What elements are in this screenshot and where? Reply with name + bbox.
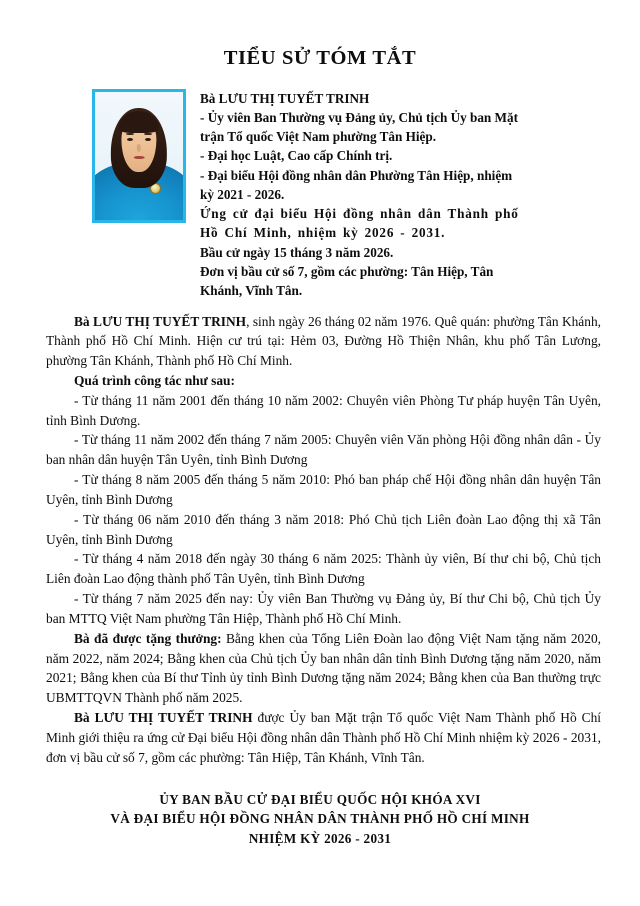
candidate-position-line-1: - Ủy viên Ban Thường vụ Đảng ủy, Chủ tịch Ủy ban Mặt	[200, 109, 518, 125]
footer-line-1: ỦY BAN BẦU CỬ ĐẠI BIỂU QUỐC HỘI KHÓA XVI	[159, 791, 481, 807]
awards-text: Bằng khen của Tổng Liên Đoàn lao động Việt Nam tặng năm 2020, năm 2022, năm 2024; Bằng khen của Chủ tịch Ủy ban nhân dân tỉnh Bình Dương tặng năm 2020, năm 2021; Bằng khen của Bí thư Tỉnh ủy tỉnh Bình Dương tặng năm 2024; Bằng khen của Ban thường trực UBMTTQVN Thành phố năm 2025.	[46, 630, 601, 706]
nomination-paragraph	[46, 708, 601, 767]
biography-body	[0, 312, 640, 768]
identity-block	[200, 89, 600, 301]
candidate-delegate-line-1: - Đại biểu Hội đồng nhân dân Phường Tân Hiệp, nhiệm	[200, 167, 513, 183]
header-block	[0, 89, 640, 301]
footer-line-2: VÀ ĐẠI BIỂU HỘI ĐỒNG NHÂN DÂN THÀNH PHỐ HỒ CHÍ MINH	[110, 811, 530, 827]
nomination-text: được Ủy ban Mặt trận Tổ quốc Việt Nam Thành phố Hồ Chí Minh giới thiệu ra ứng cử Đại biểu Hội đồng nhân dân Thành phố Hồ Chí Minh nhiệm kỳ 2026 - 2031, đơn vị bầu cử số 7, gồm các phường: Tân Hiệp, Tân Khánh, Vĩnh Tân.	[46, 710, 601, 765]
footer-line-3: NHIỆM KỲ 2026 - 2031	[248, 831, 392, 847]
career-item: - Từ tháng 11 năm 2002 đến tháng 7 năm 2005: Chuyên viên Văn phòng Hội đồng nhân dân - Ủy ban nhân dân huyện Tân Uyên, tỉnh Bình Dương	[46, 432, 601, 468]
portrait-photo	[92, 89, 186, 223]
awards-heading: Bà đã được tặng thưởng:	[74, 630, 222, 646]
biography-intro	[46, 312, 601, 371]
career-heading-text: Quá trình công tác như sau:	[74, 373, 235, 388]
candidate-delegate-line-2: kỳ 2021 - 2026.	[200, 186, 285, 202]
candidate-position-line-2: trận Tổ quốc Việt Nam phường Tân Hiệp.	[200, 129, 437, 145]
career-item: - Từ tháng 06 năm 2010 đến tháng 3 năm 2018: Phó Chủ tịch Liên đoàn Lao động thị xã Tân Uyên, tỉnh Bình Dương	[46, 511, 601, 547]
awards-paragraph	[46, 629, 601, 708]
career-heading	[46, 371, 601, 391]
career-item: - Từ tháng 8 năm 2005 đến tháng 5 năm 2010: Phó ban pháp chế Hội đồng nhân dân huyện Tân Uyên, tỉnh Bình Dương	[46, 472, 601, 507]
portrait-photo-wrapper	[92, 89, 188, 223]
constituency-line-1: Đơn vị bầu cử số 7, gồm các phường: Tân Hiệp, Tân	[200, 263, 494, 279]
career-item: - Từ tháng 7 năm 2025 đến nay: Ủy viên Ban Thường vụ Đảng ủy, Bí thư Chi bộ, Chủ tịch Ủy ban MTTQ Việt Nam phường Tân Hiệp, Thành phố Hồ Chí Minh.	[46, 591, 601, 626]
candidate-candidacy-line-2: Hồ Chí Minh, nhiệm kỳ 2026 - 2031.	[200, 225, 446, 241]
page-title: TIỂU SỬ TÓM TẮT	[223, 47, 417, 69]
candidate-education: - Đại học Luật, Cao cấp Chính trị.	[200, 148, 393, 164]
portrait-mouth	[134, 156, 145, 160]
career-item: - Từ tháng 11 năm 2001 đến tháng 10 năm 2002: Chuyên viên Phòng Tư pháp huyện Tân Uyên, tỉnh Bình Dương.	[46, 392, 601, 428]
candidate-name: Bà LƯU THỊ TUYẾT TRINH	[200, 90, 370, 106]
biography-intro-name: Bà LƯU THỊ TUYẾT TRINH	[74, 313, 247, 329]
biography-intro-rest: , sinh ngày 26 tháng 02 năm 1976. Quê quán: phường Tân Khánh, Thành phố Hồ Chí Minh. Hiện cư trú tại: Hẻm 03, Đường Hồ Thiện Nhân, khu phố Tân Lương, phường Tân Khánh, Thành phố Hồ Chí Minh.	[46, 313, 601, 369]
candidate-candidacy-line-1: Ứng cử đại biểu Hội đồng nhân dân Thành phố	[200, 206, 519, 222]
career-item: - Từ tháng 4 năm 2018 đến ngày 30 tháng 6 năm 2025: Thành ủy viên, Bí thư chi bộ, Chủ tịch Liên đoàn Lao động thành phố Tân Uyên, tỉnh Bình Dương	[46, 551, 601, 587]
constituency-line-2: Khánh, Vĩnh Tân.	[200, 283, 303, 299]
nomination-name: Bà LƯU THỊ TUYẾT TRINH	[74, 710, 253, 726]
portrait-eye-left	[127, 138, 133, 141]
document-footer	[0, 790, 640, 849]
election-date: Bầu cử ngày 15 tháng 3 năm 2026.	[200, 244, 394, 260]
